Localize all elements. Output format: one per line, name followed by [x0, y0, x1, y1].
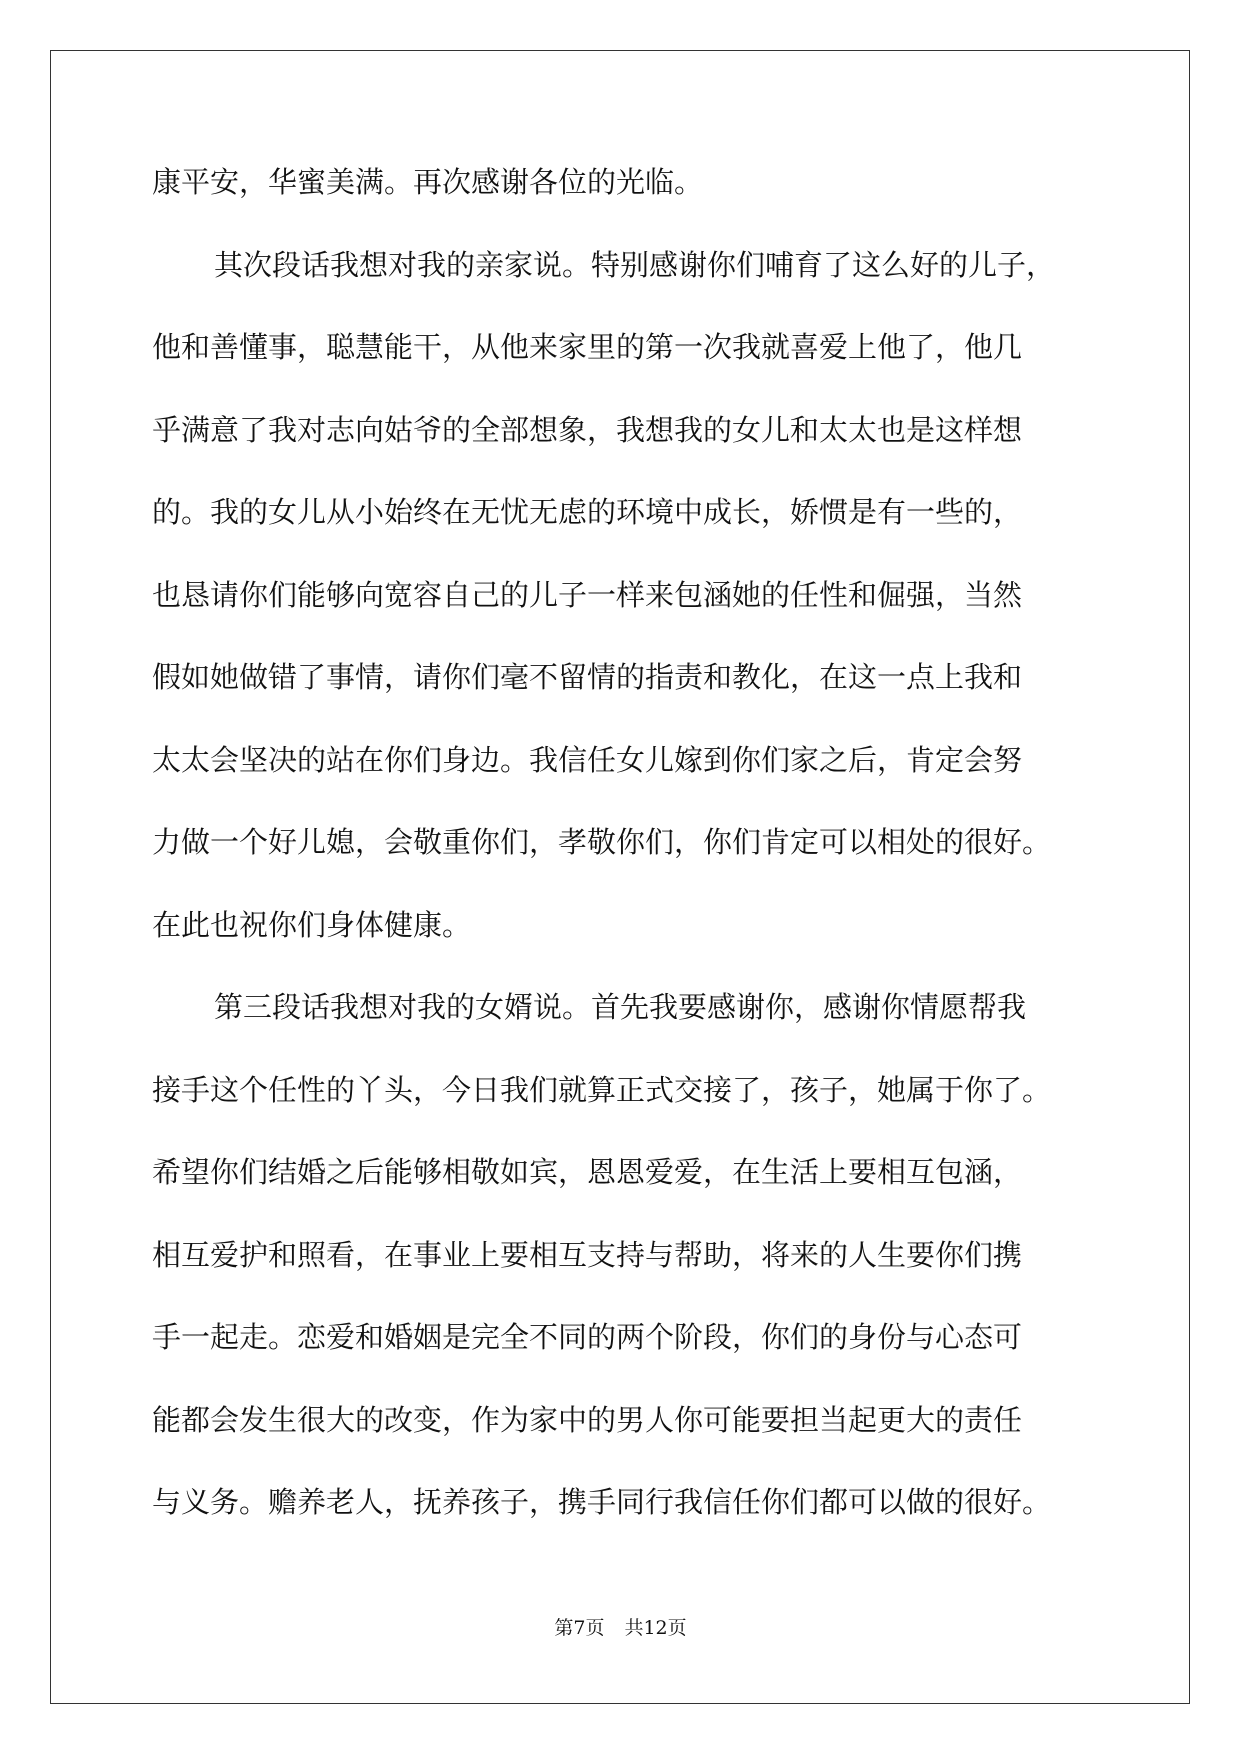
- page-number: 第7页: [554, 1617, 605, 1639]
- body-line-14: 相互爱护和照看，在事业上要相互支持与帮助，将来的人生要你们携: [152, 1237, 1023, 1272]
- body-line-10: 在此也祝你们身体健康。: [152, 907, 472, 942]
- page-total: 共12页: [624, 1617, 687, 1639]
- body-line-3: 他和善懂事，聪慧能干，从他来家里的第一次我就喜爱上他了，他几: [152, 330, 1023, 364]
- body-line-8: 太太会坚决的站在你们身边。我信任女儿嫁到你们家之后，肯定会努: [152, 742, 1023, 777]
- body-line-11: 第三段话我想对我的女婿说。首先我要感谢你，感谢你情愿帮我: [214, 990, 1027, 1024]
- body-line-13: 希望你们结婚之后能够相敬如宾，恩恩爱爱，在生活上要相互包涵，: [152, 1155, 1023, 1189]
- body-line-5: 的。我的女儿从小始终在无忧无虑的环境中成长，娇惯是有一些的，: [152, 495, 1023, 529]
- page-footer: [0, 1613, 1241, 1640]
- body-line-12: 接手这个任性的丫头，今日我们就算正式交接了，孩子，她属于你了。: [152, 1072, 1052, 1107]
- body-line-17: 与义务。赡养老人，抚养孩子，携手同行我信任你们都可以做的很好。: [152, 1485, 1052, 1519]
- body-line-7: 假如她做错了事情，请你们毫不留情的指责和教化，在这一点上我和: [152, 660, 1023, 694]
- body-line-1: 康平安，华蜜美满。再次感谢各位的光临。: [152, 165, 704, 199]
- body-line-15: 手一起走。恋爱和婚姻是完全不同的两个阶段，你们的身份与心态可: [152, 1320, 1023, 1354]
- document-body: [152, 162, 1092, 1565]
- body-line-2: 其次段话我想对我的亲家说。特别感谢你们哺育了这么好的儿子，: [214, 247, 1056, 282]
- body-line-4: 乎满意了我对志向姑爷的全部想象，我想我的女儿和太太也是这样想: [152, 412, 1023, 447]
- body-line-16: 能都会发生很大的改变，作为家中的男人你可能要担当起更大的责任: [152, 1402, 1023, 1437]
- body-line-6: 也恳请你们能够向宽容自己的儿子一样来包涵她的任性和倔强，当然: [152, 577, 1023, 612]
- body-line-9: 力做一个好儿媳，会敬重你们，孝敬你们，你们肯定可以相处的很好。: [152, 825, 1052, 859]
